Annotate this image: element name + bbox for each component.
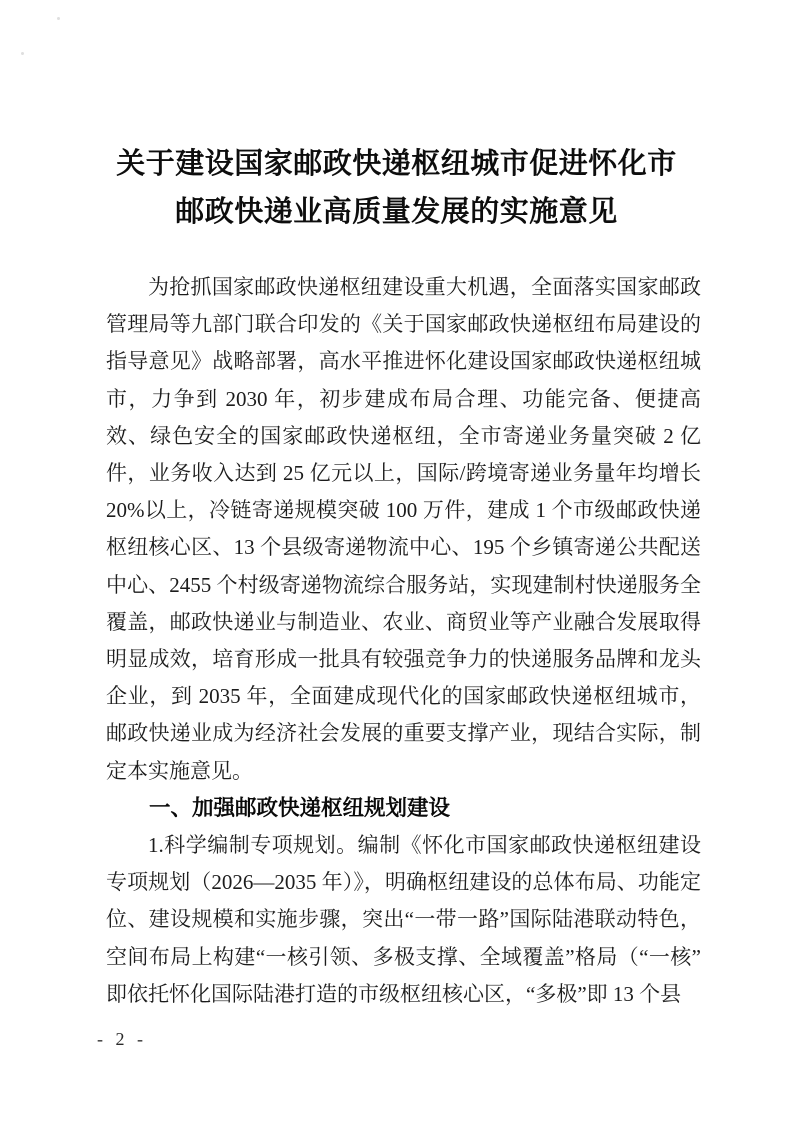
document-body [106,269,701,1013]
title-line-1: 关于建设国家邮政快递枢纽城市促进怀化市 [116,148,677,180]
section-heading-1: 一、加强邮政快递枢纽规划建设 [149,795,451,820]
document-title [40,140,753,236]
page-number: - 2 - [97,1029,147,1049]
paragraph-intro: 为抢抓国家邮政快递枢纽建设重大机遇，全面落实国家邮政管理局等九部门联合印发的《关于国家邮政快递枢纽布局建设的指导意见》战略部署，高水平推进怀化建设国家邮政快递枢纽城市，力争到 2030 年，初步建成布局合理、功能完备、便捷高效、绿色安全的国家邮政快递枢纽，全市寄递业务量突破 2 亿件，业务收入达到 25 亿元以上，国际/跨境寄递业务量年均增长 20%以上，冷链寄递规模突破 100 万件，建成 1 个市级邮政快递枢纽核心区、13 个县级寄递物流中心、195 个乡镇寄递公共配送中心、2455 个村级寄递物流综合服务站，实现建制村快递服务全覆盖，邮政快递业与制造业、农业、商贸业等产业融合发展取得明显成效，培育形成一批具有较强竞争力的快递服务品牌和龙头企业，到 2035 年，全面建成现代化的国家邮政快递枢纽城市，邮政快递业成为经济社会发展的重要支撑产业，现结合实际，制定本实施意见。 [106,275,701,783]
title-line-2: 邮政快递业高质量发展的实施意见 [175,196,618,228]
scan-speckle [21,52,24,55]
paragraph-section1-item1: 1.科学编制专项规划。编制《怀化市国家邮政快递枢纽建设专项规划（2026—2035 年）》，明确枢纽建设的总体布局、功能定位、建设规模和实施步骤，突出“一带一路”国际陆港联动特色，空间布局上构建“一核引领、多极支撑、全域覆盖”格局（“一核”即依托怀化国际陆港打造的市级枢纽核心区，“多极”即 13 个县 [106,833,701,1006]
scan-speckle [57,17,60,20]
